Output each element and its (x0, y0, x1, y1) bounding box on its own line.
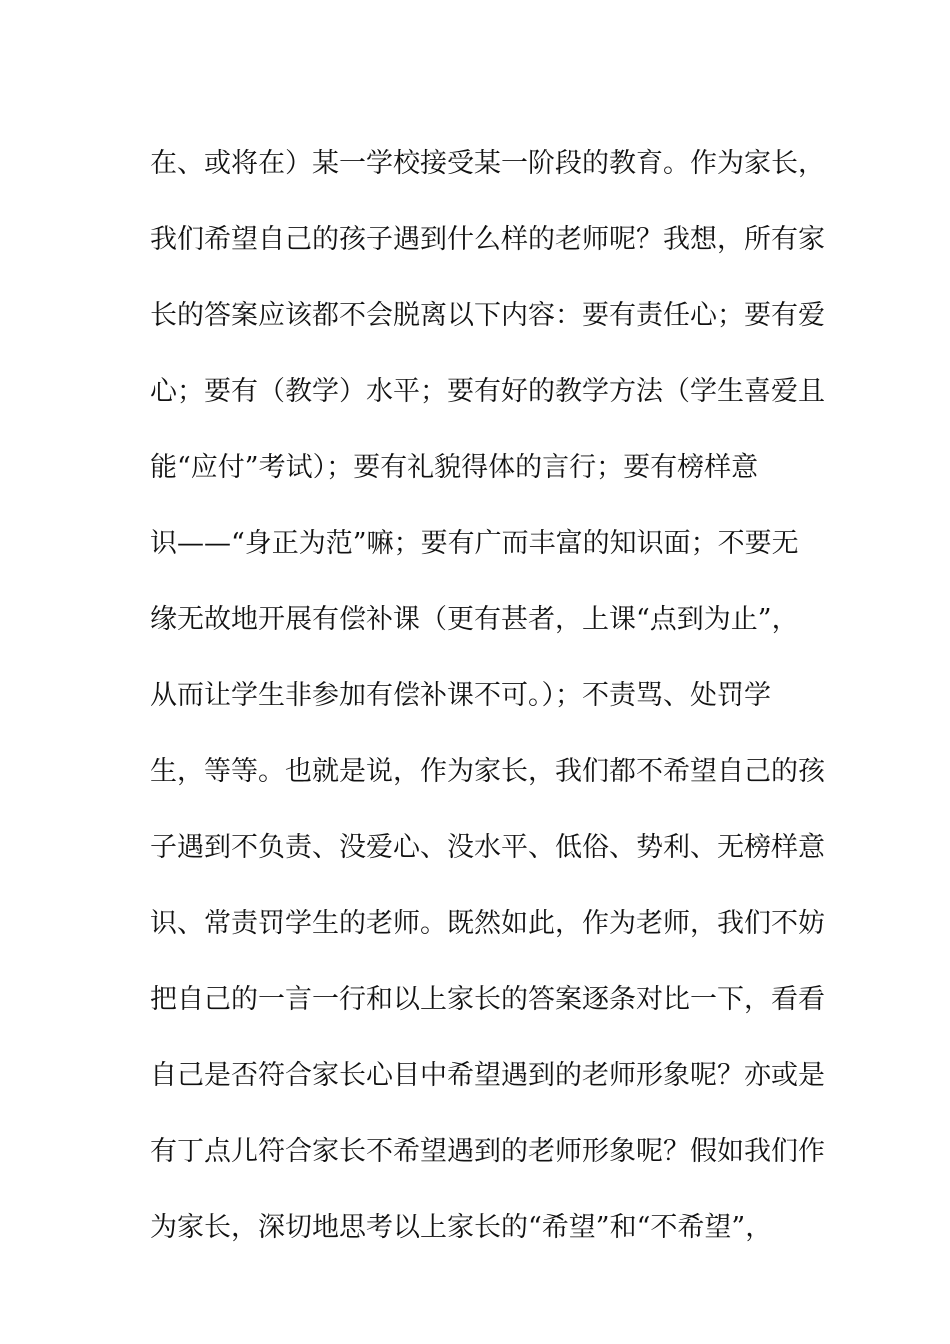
text-line-12: 把自己的一言一行和以上家长的答案逐条对比一下，看看 (150, 984, 825, 1015)
text-line-4: 心；要有（教学）水平；要有好的教学方法（学生喜爱且 (150, 376, 825, 407)
text-line-13: 自己是否符合家长心目中希望遇到的老师形象呢？亦或是 (150, 1060, 825, 1091)
text-line-5: 能“应付”考试）；要有礼貌得体的言行；要有榜样意 (150, 452, 759, 483)
text-line-2: 我们希望自己的孩子遇到什么样的老师呢？我想，所有家 (150, 224, 825, 255)
text-line-1: 在、或将在）某一学校接受某一阶段的教育。作为家长， (150, 148, 825, 179)
text-line-7: 缘无故地开展有偿补课（更有甚者，上课“点到为止”， (150, 604, 799, 635)
text-line-9: 生，等等。也就是说，作为家长，我们都不希望自己的孩 (150, 756, 825, 787)
text-line-3: 长的答案应该都不会脱离以下内容：要有责任心；要有爱 (150, 300, 825, 331)
text-line-11: 识、常责罚学生的老师。既然如此，作为老师，我们不妨 (150, 908, 825, 939)
body-text (150, 126, 825, 1266)
text-line-10: 子遇到不负责、没爱心、没水平、低俗、势利、无榜样意 (150, 832, 825, 863)
text-line-15: 为家长，深切地思考以上家长的“希望”和“不希望”， (150, 1212, 773, 1243)
text-line-8: 从而让学生非参加有偿补课不可。）；不责骂、处罚学 (150, 680, 771, 711)
text-line-14: 有丁点儿符合家长不希望遇到的老师形象呢？假如我们作 (150, 1136, 825, 1167)
text-line-6: 识——“身正为范”嘛；要有广而丰富的知识面；不要无 (150, 528, 799, 559)
